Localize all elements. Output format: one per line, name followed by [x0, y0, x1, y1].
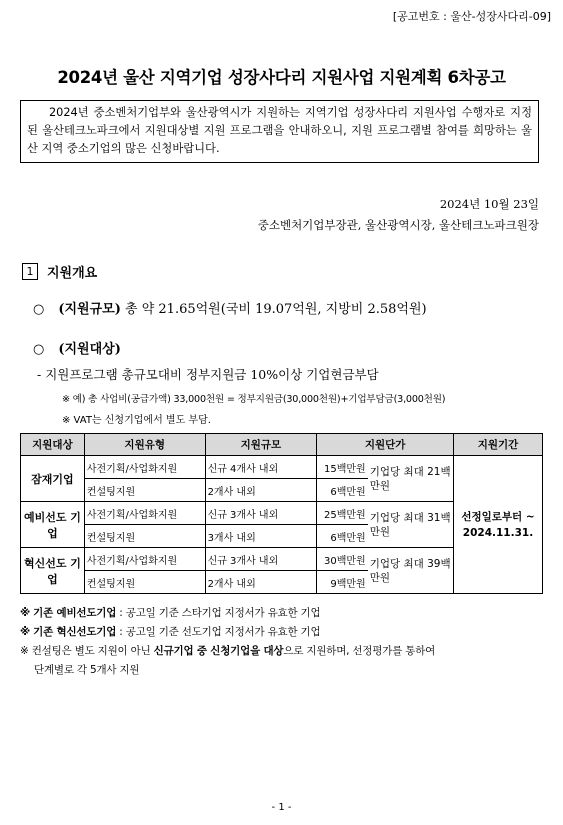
amount-cell: 30백만원: [317, 548, 368, 571]
scale-cell: 신규 3개사 내외: [205, 548, 317, 571]
support-scale-label: (지원규모): [58, 302, 121, 317]
notice-date: 2024년 10월 23일: [439, 197, 539, 211]
circle-bullet-icon: ○: [33, 302, 45, 317]
footnote-term: 기존 예비선도기업: [33, 607, 117, 619]
footnote-text: 으로 지원하며, 선정평가를 통하여: [283, 645, 436, 657]
scale-cell: 2개사 내외: [205, 479, 317, 502]
circle-bullet-icon: ○: [33, 342, 45, 357]
target-cell: 예비선도 기업: [21, 502, 85, 548]
scale-cell: 신규 4개사 내외: [205, 456, 317, 479]
type-cell: 사전기획/사업화지원: [84, 456, 205, 479]
support-scale-item: [33, 298, 427, 317]
type-cell: 사전기획/사업화지원: [84, 548, 205, 571]
amount-cell: 15백만원: [317, 456, 368, 479]
section-heading: [22, 262, 97, 281]
intro-box: 2024년 중소벤처기업부와 울산광역시가 지원하는 지역기업 성장사다리 지원사업 수행자로 지정된 울산테크노파크에서 지원대상별 지원 프로그램을 안내하오니, 지원 프로그램별 참여를 희망하는 울산 지역 중소기업의 많은 신청바랍니다.: [20, 100, 539, 163]
footnote-innovation: [20, 624, 320, 639]
max-cell: 기업당 최대 39백만원: [368, 548, 454, 594]
footnote-text: : 공고일 기준 선도기업 지정서가 유효한 기업: [119, 626, 321, 638]
reference-mark: ※: [20, 607, 31, 619]
amount-cell: 25백만원: [317, 502, 368, 525]
notice-number: [공고번호 : 울산-성장사다리-09]: [392, 10, 551, 23]
footnote-text: : 공고일 기준 스타기업 지정서가 유효한 기업: [119, 607, 321, 619]
footnote-text: ※ 컨설팅은 별도 지원이 아닌: [20, 645, 154, 657]
header-scale: 지원규모: [205, 434, 317, 456]
type-cell: 컨설팅지원: [84, 525, 205, 548]
page-title: 2024년 울산 지역기업 성장사다리 지원사업 지원계획 6차공고: [57, 68, 506, 87]
target-cell: 잠재기업: [21, 456, 85, 502]
support-target-line: - 지원프로그램 총규모대비 정부지원금 10%이상 기업현금부담: [37, 367, 379, 382]
header-unit-price: 지원단가: [317, 434, 454, 456]
scale-cell: 신규 3개사 내외: [205, 502, 317, 525]
support-scale-text: 총 약 21.65억원(국비 19.07억원, 지방비 2.58억원): [125, 302, 427, 317]
section-number: 1: [22, 263, 38, 280]
support-table: [20, 433, 543, 594]
table-row: [21, 456, 543, 479]
footnote-preliminary: [20, 605, 320, 620]
amount-cell: 9백만원: [317, 571, 368, 594]
type-cell: 컨설팅지원: [84, 479, 205, 502]
notice-signer: 중소벤처기업부장관, 울산광역시장, 울산테크노파크원장: [257, 218, 539, 232]
scale-cell: 2개사 내외: [205, 571, 317, 594]
amount-cell: 6백만원: [317, 525, 368, 548]
reference-mark: ※: [20, 626, 31, 638]
section-title: 지원개요: [47, 266, 98, 281]
max-cell: 기업당 최대 21백만원: [368, 456, 454, 502]
period-cell: 선정일로부터 ~ 2024.11.31.: [454, 456, 543, 594]
scale-cell: 3개사 내외: [205, 525, 317, 548]
amount-cell: 6백만원: [317, 479, 368, 502]
target-cell: 혁신선도 기업: [21, 548, 85, 594]
header-period: 지원기간: [454, 434, 543, 456]
max-cell: 기업당 최대 31백만원: [368, 502, 454, 548]
type-cell: 사전기획/사업화지원: [84, 502, 205, 525]
header-target: 지원대상: [21, 434, 85, 456]
support-target-item: [33, 338, 121, 357]
page-number: - 1 -: [271, 802, 292, 813]
type-cell: 컨설팅지원: [84, 571, 205, 594]
footnote-emphasis: 신규기업 중 신청기업을 대상: [153, 645, 284, 657]
support-target-label: (지원대상): [58, 342, 121, 357]
footnote-continuation: 단계별로 각 5개사 지원: [34, 664, 140, 676]
table-header-row: [21, 434, 543, 456]
header-type: 지원유형: [84, 434, 205, 456]
footnote-term: 기존 혁신선도기업: [33, 626, 117, 638]
vat-note: ※ VAT는 신청기업에서 별도 부담.: [62, 415, 211, 426]
footnote-consulting: [20, 642, 545, 680]
example-note: ※ 예) 총 사업비(공급가액) 33,000천원 = 정부지원금(30,000천원)+기업부담금(3,000천원): [62, 394, 446, 405]
